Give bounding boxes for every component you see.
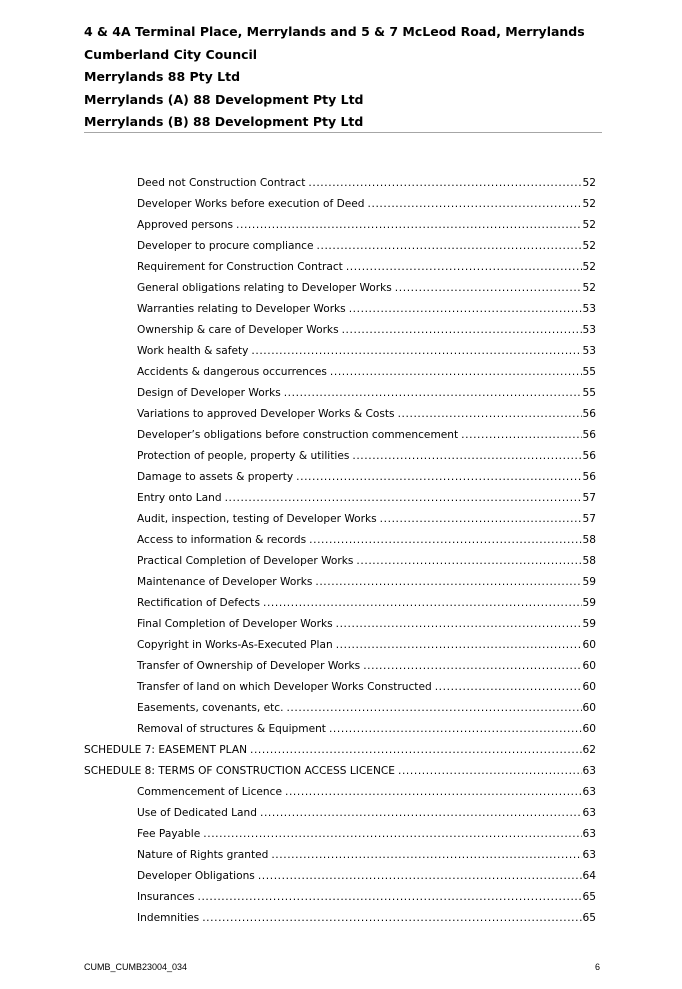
toc-entry[interactable] [137, 488, 596, 509]
toc-dot-leader [236, 216, 582, 234]
toc-entry-title: SCHEDULE 7: EASEMENT PLAN [84, 744, 247, 756]
toc-dot-leader [349, 300, 582, 318]
toc-entry-title: Insurances [137, 891, 195, 903]
toc-dot-leader [308, 174, 581, 192]
toc-entry-page: 52 [582, 219, 596, 231]
toc-entry[interactable] [137, 383, 596, 404]
toc-dot-leader [309, 531, 581, 549]
toc-entry-title: Practical Completion of Developer Works [137, 555, 354, 567]
toc-entry-title: Developer Obligations [137, 870, 255, 882]
toc-entry[interactable] [137, 908, 596, 929]
toc-entry-title: Warranties relating to Developer Works [137, 303, 346, 315]
toc-entry-title: Audit, inspection, testing of Developer Works [137, 513, 377, 525]
toc-entry-page: 52 [582, 240, 596, 252]
toc-entry-title: Developer to procure compliance [137, 240, 314, 252]
toc-dot-leader [202, 909, 581, 927]
header-party-3: Merrylands (B) 88 Development Pty Ltd [84, 114, 364, 129]
toc-dot-leader [398, 762, 582, 780]
toc-dot-leader [260, 804, 582, 822]
toc-entry-title: Use of Dedicated Land [137, 807, 257, 819]
toc-entry-page: 57 [582, 513, 596, 525]
toc-entry[interactable] [137, 593, 596, 614]
toc-dot-leader [271, 846, 581, 864]
toc-entry-page: 52 [582, 198, 596, 210]
header-property-address: 4 & 4A Terminal Place, Merrylands and 5 & 7 McLeod Road, Merrylands [84, 24, 585, 39]
toc-dot-leader [315, 573, 581, 591]
toc-dot-leader [363, 657, 581, 675]
document-header [84, 21, 602, 134]
toc-entry-page: 60 [582, 660, 596, 672]
toc-entry[interactable] [137, 530, 596, 551]
toc-entry-title: Entry onto Land [137, 492, 222, 504]
toc-entry-page: 63 [582, 786, 596, 798]
toc-entry[interactable] [137, 866, 596, 887]
toc-entry-title: Requirement for Construction Contract [137, 261, 343, 273]
toc-entry[interactable] [137, 803, 596, 824]
footer-document-reference: CUMB_CUMB23004_034 [84, 962, 188, 972]
toc-entry[interactable] [137, 824, 596, 845]
toc-entry-page: 63 [582, 765, 596, 777]
toc-entry-page: 56 [582, 429, 596, 441]
toc-entry-title: Variations to approved Developer Works & Costs [137, 408, 395, 420]
toc-entry-page: 59 [582, 597, 596, 609]
toc-entry[interactable] [137, 362, 596, 383]
toc-entry-title: Protection of people, property & utilities [137, 450, 350, 462]
toc-entry[interactable] [137, 719, 596, 740]
toc-dot-leader [336, 636, 582, 654]
toc-dot-leader [329, 720, 582, 738]
toc-entry[interactable] [137, 173, 596, 194]
toc-dot-leader [368, 195, 582, 213]
toc-dot-leader [395, 279, 582, 297]
toc-entry-page: 55 [582, 387, 596, 399]
toc-entry-title: Maintenance of Developer Works [137, 576, 313, 588]
toc-entry[interactable] [137, 614, 596, 635]
toc-entry-page: 59 [582, 576, 596, 588]
toc-schedule-entry[interactable] [84, 761, 596, 782]
toc-entry-title: Developer Works before execution of Deed [137, 198, 365, 210]
toc-entry-title: Deed not Construction Contract [137, 177, 306, 189]
header-divider [84, 132, 602, 133]
toc-entry-page: 52 [582, 261, 596, 273]
toc-dot-leader [203, 825, 581, 843]
toc-dot-leader [356, 552, 581, 570]
toc-dot-leader [317, 237, 582, 255]
toc-entry[interactable] [137, 194, 596, 215]
toc-entry-page: 60 [582, 702, 596, 714]
toc-entry-title: Copyright in Works-As-Executed Plan [137, 639, 333, 651]
toc-entry[interactable] [137, 698, 596, 719]
toc-entry-title: SCHEDULE 8: TERMS OF CONSTRUCTION ACCESS LICENCE [84, 765, 395, 777]
toc-entry-title: Accidents & dangerous occurrences [137, 366, 327, 378]
toc-entry-title: Transfer of land on which Developer Works Constructed [137, 681, 432, 693]
toc-entry-page: 53 [582, 324, 596, 336]
toc-entry-page: 60 [582, 639, 596, 651]
toc-dot-leader [342, 321, 582, 339]
toc-entry[interactable] [137, 257, 596, 278]
toc-entry[interactable] [137, 572, 596, 593]
toc-dot-leader [251, 342, 581, 360]
toc-entry-page: 58 [582, 534, 596, 546]
toc-entry-page: 64 [582, 870, 596, 882]
toc-entry-title: Rectification of Defects [137, 597, 260, 609]
toc-entry-page: 60 [582, 681, 596, 693]
toc-entry-title: Transfer of Ownership of Developer Works [137, 660, 361, 672]
toc-entry-title: Damage to assets & property [137, 471, 294, 483]
header-party-2: Merrylands (A) 88 Development Pty Ltd [84, 91, 364, 107]
toc-entry-page: 62 [582, 744, 596, 756]
toc-entry-page: 60 [582, 723, 596, 735]
toc-dot-leader [330, 363, 582, 381]
toc-entry-page: 65 [582, 891, 596, 903]
toc-entry[interactable] [137, 677, 596, 698]
toc-entry-page: 58 [582, 555, 596, 567]
toc-dot-leader [380, 510, 582, 528]
toc-entry[interactable] [137, 425, 596, 446]
toc-entry-title: Commencement of Licence [137, 786, 282, 798]
toc-entry[interactable] [137, 320, 596, 341]
toc-schedule-entry[interactable] [84, 740, 596, 761]
footer-page-number: 6 [594, 962, 600, 972]
toc-entry-title: Nature of Rights granted [137, 849, 269, 861]
toc-dot-leader [285, 783, 582, 801]
toc-entry-title: Developer’s obligations before construction commencement [137, 429, 459, 441]
toc-dot-leader [225, 489, 582, 507]
toc-entry[interactable] [137, 236, 596, 257]
toc-entry-page: 57 [582, 492, 596, 504]
toc-dot-leader [336, 615, 582, 633]
toc-dot-leader [461, 426, 581, 444]
toc-entry-page: 63 [582, 807, 596, 819]
toc-entry-page: 59 [582, 618, 596, 630]
toc-entry[interactable] [137, 887, 596, 908]
toc-entry-title: Fee Payable [137, 828, 201, 840]
toc-entry-title: Easements, covenants, etc. [137, 702, 284, 714]
toc-entry-page: 52 [582, 282, 596, 294]
toc-entry-title: Design of Developer Works [137, 387, 281, 399]
toc-dot-leader [346, 258, 582, 276]
toc-dot-leader [263, 594, 582, 612]
toc-dot-leader [352, 447, 581, 465]
toc-entry-page: 56 [582, 450, 596, 462]
toc-dot-leader [398, 405, 582, 423]
toc-entry[interactable] [137, 635, 596, 656]
toc-entry-page: 65 [582, 912, 596, 924]
toc-entry-page: 52 [582, 177, 596, 189]
toc-entry[interactable] [137, 341, 596, 362]
toc-entry-page: 56 [582, 408, 596, 420]
toc-entry-title: Approved persons [137, 219, 234, 231]
header-party-1: Merrylands 88 Pty Ltd [84, 69, 241, 84]
toc-entry-page: 55 [582, 366, 596, 378]
toc-entry[interactable] [137, 467, 596, 488]
toc-entry[interactable] [137, 278, 596, 299]
toc-dot-leader [435, 678, 582, 696]
toc-entry-title: Ownership & care of Developer Works [137, 324, 339, 336]
toc-entry[interactable] [137, 404, 596, 425]
toc-entry-title: Removal of structures & Equipment [137, 723, 326, 735]
toc-dot-leader [250, 741, 582, 759]
toc-entry[interactable] [137, 299, 596, 320]
toc-entry[interactable] [137, 782, 596, 803]
toc-entry-title: General obligations relating to Developer Works [137, 282, 392, 294]
toc-dot-leader [296, 468, 581, 486]
table-of-contents [0, 173, 682, 929]
toc-dot-leader [286, 699, 581, 717]
toc-entry-title: Work health & safety [137, 345, 249, 357]
toc-entry[interactable] [137, 845, 596, 866]
toc-dot-leader [198, 888, 582, 906]
toc-entry-page: 63 [582, 849, 596, 861]
toc-entry[interactable] [137, 656, 596, 677]
toc-entry[interactable] [137, 446, 596, 467]
toc-entry-page: 53 [582, 303, 596, 315]
toc-entry[interactable] [137, 509, 596, 530]
toc-entry-page: 63 [582, 828, 596, 840]
toc-entry[interactable] [137, 551, 596, 572]
header-council-name: Cumberland City Council [84, 46, 258, 62]
toc-entry-title: Indemnities [137, 912, 200, 924]
toc-entry-title: Final Completion of Developer Works [137, 618, 333, 630]
toc-entry-title: Access to information & records [137, 534, 307, 546]
toc-dot-leader [284, 384, 582, 402]
toc-dot-leader [258, 867, 582, 885]
toc-entry[interactable] [137, 215, 596, 236]
toc-entry-page: 56 [582, 471, 596, 483]
toc-entry-page: 53 [582, 345, 596, 357]
